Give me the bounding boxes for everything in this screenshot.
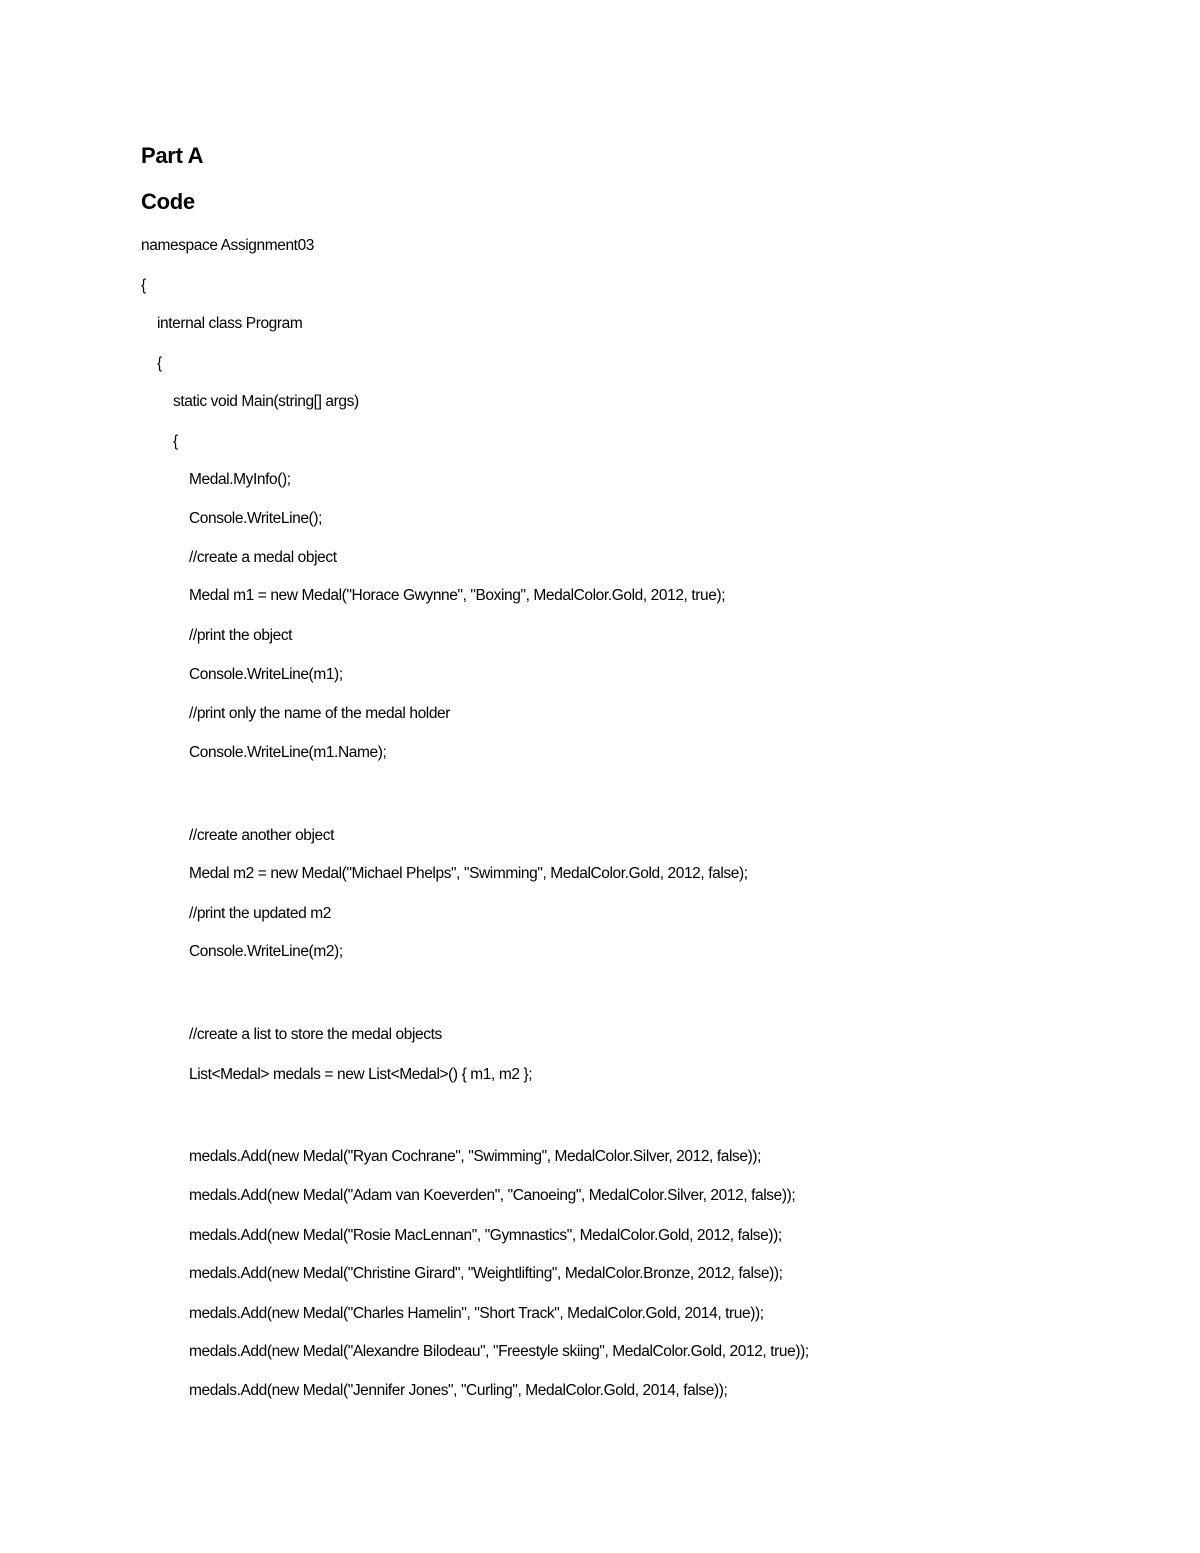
code-line: internal class Program: [157, 315, 303, 332]
code-line: //create a medal object: [189, 549, 337, 566]
code-line: //create a list to store the medal objects: [189, 1026, 442, 1043]
code-line: Medal.MyInfo();: [189, 471, 291, 488]
code-line: Console.WriteLine(m1);: [189, 666, 343, 683]
code-line: namespace Assignment03: [141, 237, 315, 254]
code-line: static void Main(string[] args): [173, 393, 359, 410]
code-line: Console.WriteLine(m1.Name);: [189, 744, 387, 761]
code-line: Medal m2 = new Medal("Michael Phelps", "Swimming", MedalColor.Gold, 2012, false);: [189, 865, 748, 882]
code-line: Console.WriteLine();: [189, 510, 322, 527]
code-line: medals.Add(new Medal("Christine Girard", "Weightlifting", MedalColor.Bronze, 2012, false));: [189, 1265, 783, 1282]
code-line: //print the object: [189, 627, 293, 644]
code-line: medals.Add(new Medal("Adam van Koeverden", "Canoeing", MedalColor.Silver, 2012, false));: [189, 1187, 796, 1204]
code-line: {: [141, 277, 146, 294]
code-line: //create another object: [189, 827, 335, 844]
code-line: medals.Add(new Medal("Alexandre Bilodeau", "Freestyle skiing", MedalColor.Gold, 2012, true));: [189, 1343, 809, 1360]
code-line: Console.WriteLine(m2);: [189, 943, 343, 960]
code-line: medals.Add(new Medal("Ryan Cochrane", "Swimming", MedalColor.Silver, 2012, false));: [189, 1148, 762, 1165]
code-line: medals.Add(new Medal("Charles Hamelin", "Short Track", MedalColor.Gold, 2014, true));: [189, 1305, 764, 1322]
code-line: {: [173, 433, 178, 450]
code-line: medals.Add(new Medal("Jennifer Jones", "Curling", MedalColor.Gold, 2014, false));: [189, 1382, 728, 1399]
code-line: //print only the name of the medal holder: [189, 705, 451, 722]
code-line: medals.Add(new Medal("Rosie MacLennan", "Gymnastics", MedalColor.Gold, 2012, false));: [189, 1227, 782, 1244]
code-line: //print the updated m2: [189, 905, 331, 922]
section-heading: Code: [141, 189, 195, 214]
part-heading: Part A: [141, 143, 204, 168]
code-line: {: [157, 355, 162, 372]
code-line: Medal m1 = new Medal("Horace Gwynne", "Boxing", MedalColor.Gold, 2012, true);: [189, 587, 726, 604]
code-line: List<Medal> medals = new List<Medal>() { m1, m2 };: [189, 1066, 533, 1083]
